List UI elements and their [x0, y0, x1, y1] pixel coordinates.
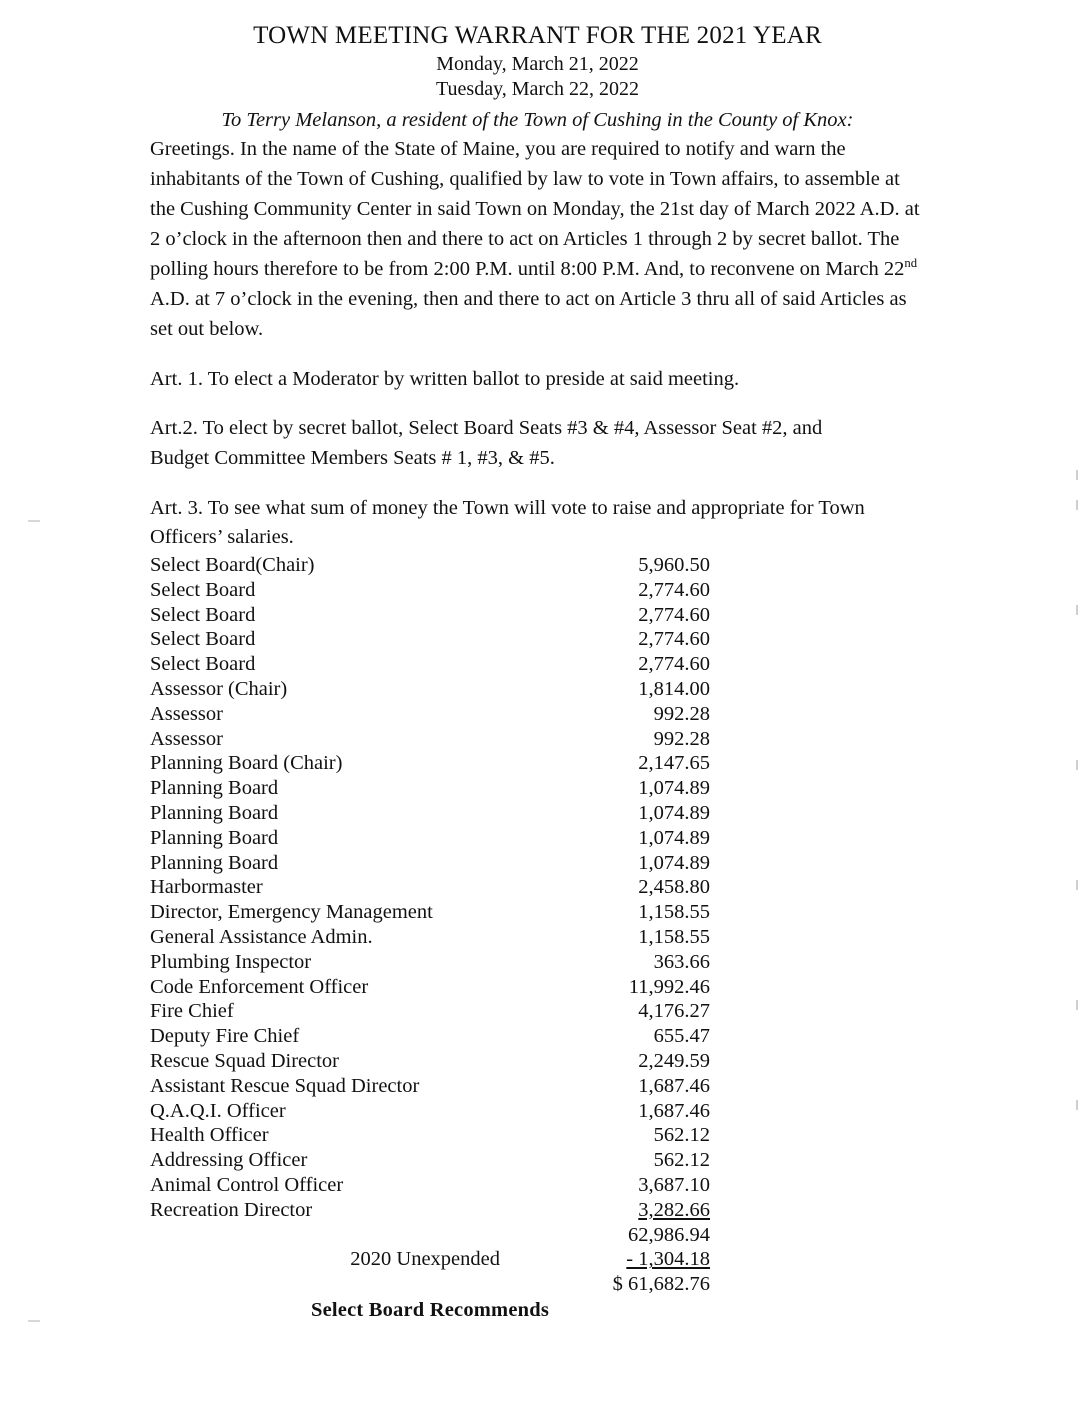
table-row [150, 999, 710, 1024]
total-spacer [150, 1272, 500, 1297]
table-row [150, 1074, 710, 1099]
salary-role: Fire Chief [150, 1000, 234, 1023]
salary-role: Planning Board [150, 851, 279, 874]
greeting-paragraph [150, 134, 925, 345]
table-row [150, 727, 710, 752]
salary-role: Rescue Squad Director [150, 1050, 339, 1073]
salary-amount: 992.28 [653, 702, 710, 725]
salary-amount: 1,074.89 [638, 826, 710, 849]
total-amount: $ 61,682.76 [612, 1273, 710, 1296]
salary-amount: 992.28 [653, 727, 710, 750]
table-row [150, 553, 710, 578]
salary-amount: 1,158.55 [638, 901, 710, 924]
salary-role: Select Board(Chair) [150, 554, 315, 577]
salary-role: Planning Board [150, 777, 279, 800]
salary-role: Code Enforcement Officer [150, 975, 369, 998]
salary-role: Assessor [150, 727, 223, 750]
salary-amount: 1,074.89 [638, 802, 710, 825]
subtotal-spacer [150, 1223, 500, 1248]
table-row [150, 627, 710, 652]
salary-role: Planning Board [150, 802, 279, 825]
table-row [150, 1049, 710, 1074]
table-row [150, 603, 710, 628]
salary-amount: 562.12 [653, 1149, 710, 1172]
salary-amount: 2,774.60 [638, 653, 710, 676]
salary-role: Deputy Fire Chief [150, 1025, 300, 1048]
table-row [150, 950, 710, 975]
salary-role: Health Officer [150, 1124, 269, 1147]
salary-role: Addressing Officer [150, 1149, 308, 1172]
salary-amount: 562.12 [653, 1124, 710, 1147]
salary-amount: 4,176.27 [638, 1000, 710, 1023]
salary-amount: 2,147.65 [638, 752, 710, 775]
greeting-ordinal-suffix: nd [904, 256, 918, 271]
salary-amount: 11,992.46 [628, 975, 710, 998]
article-1: Art. 1. To elect a Moderator by written ballot to preside at said meeting. [150, 367, 740, 390]
salary-role: Assistant Rescue Squad Director [150, 1074, 420, 1097]
salary-role: Director, Emergency Management [150, 901, 433, 924]
salary-amount: 2,774.60 [638, 628, 710, 651]
subtotal-amount: 62,986.94 [628, 1223, 710, 1246]
table-row [150, 1099, 710, 1124]
salaries-table [150, 553, 710, 1297]
table-row [150, 751, 710, 776]
page-title: TOWN MEETING WARRANT FOR THE 2021 YEAR [253, 22, 822, 49]
scan-artifact-left [28, 520, 40, 522]
meeting-date-line-1: Monday, March 21, 2022 [436, 53, 639, 75]
unexpended-label: 2020 Unexpended [350, 1248, 500, 1271]
salary-amount: 3,282.66 [638, 1198, 710, 1221]
salary-amount: 2,458.80 [638, 876, 710, 899]
greeting-text-cont: A.D. at 7 o’clock in the evening, then and there to act on Article 3 thru all of said Articles as set out below. [150, 288, 907, 341]
table-row [150, 1198, 710, 1223]
salary-role: Assessor [150, 702, 223, 725]
salary-amount: 1,074.89 [638, 777, 710, 800]
salary-role: Harbormaster [150, 876, 263, 899]
salary-amount: 5,960.50 [638, 554, 710, 577]
article-3-line-2: Officers’ salaries. [150, 526, 294, 549]
document-content [150, 22, 925, 1322]
table-row [150, 652, 710, 677]
table-row [150, 875, 710, 900]
salary-role: Select Board [150, 653, 256, 676]
table-row [150, 851, 710, 876]
salary-amount: 1,687.46 [638, 1099, 710, 1122]
table-row [150, 776, 710, 801]
salary-role: Select Board [150, 603, 256, 626]
scan-artifact-left [28, 1320, 40, 1322]
salary-amount: 1,687.46 [638, 1074, 710, 1097]
article-3-line-1: Art. 3. To see what sum of money the Town will vote to raise and appropriate for Town [150, 496, 865, 519]
salary-role: Q.A.Q.I. Officer [150, 1099, 286, 1122]
salary-role: Select Board [150, 578, 256, 601]
salary-amount: 655.47 [653, 1025, 710, 1048]
table-row [150, 801, 710, 826]
meeting-date-line-2: Tuesday, March 22, 2022 [436, 78, 639, 100]
salary-role: Assessor (Chair) [150, 678, 288, 701]
article-2-line-1: Art.2. To elect by secret ballot, Select Board Seats #3 & #4, Assessor Seat #2, and [150, 417, 823, 440]
unexpended-amount: - 1,304.18 [626, 1248, 710, 1271]
salary-amount: 3,687.10 [638, 1174, 710, 1197]
salary-role: Animal Control Officer [150, 1174, 344, 1197]
salary-amount: 2,774.60 [638, 578, 710, 601]
addressee-line: To Terry Melanson, a resident of the Town of Cushing in the County of Knox: [221, 109, 854, 131]
salary-role: Planning Board [150, 826, 279, 849]
salary-role: Planning Board (Chair) [150, 752, 343, 775]
scan-edge-artifacts [1068, 0, 1082, 1408]
unexpended-row [150, 1247, 710, 1272]
salary-amount: 1,074.89 [638, 851, 710, 874]
table-row [150, 677, 710, 702]
salary-role: Select Board [150, 628, 256, 651]
article-2-line-2: Budget Committee Members Seats # 1, #3, & #5. [150, 446, 555, 469]
salary-amount: 363.66 [653, 950, 710, 973]
salaries-table-body [150, 553, 710, 1297]
salary-amount: 1,814.00 [638, 678, 710, 701]
table-row [150, 925, 710, 950]
table-row [150, 1148, 710, 1173]
table-row [150, 1123, 710, 1148]
greeting-text-main: Greetings. In the name of the State of Maine, you are required to notify and warn the inhabitants of the Town of Cushing, qualified by law to vote in Town affairs, to assemble at the Cushing Community Center in said Town on Monday, the 21st day of March 2022 A.D. at 2 o’clock in the afternoon then and there to act on Articles 1 through 2 by secret ballot. The polling hours therefore to be from 2:00 P.M. until 8:00 P.M. And, to reconvene on March 22 [150, 137, 920, 281]
table-row [150, 702, 710, 727]
table-row [150, 826, 710, 851]
subtotal-row [150, 1223, 710, 1248]
salary-amount: 2,774.60 [638, 603, 710, 626]
table-row [150, 1173, 710, 1198]
table-row [150, 900, 710, 925]
salary-amount: 2,249.59 [638, 1050, 710, 1073]
salary-role: General Assistance Admin. [150, 926, 373, 949]
salary-role: Plumbing Inspector [150, 950, 312, 973]
salary-amount: 1,158.55 [638, 926, 710, 949]
table-row [150, 1024, 710, 1049]
salary-role: Recreation Director [150, 1198, 313, 1221]
select-board-recommendation: Select Board Recommends [310, 1299, 550, 1321]
total-row [150, 1272, 710, 1297]
table-row [150, 975, 710, 1000]
table-row [150, 578, 710, 603]
